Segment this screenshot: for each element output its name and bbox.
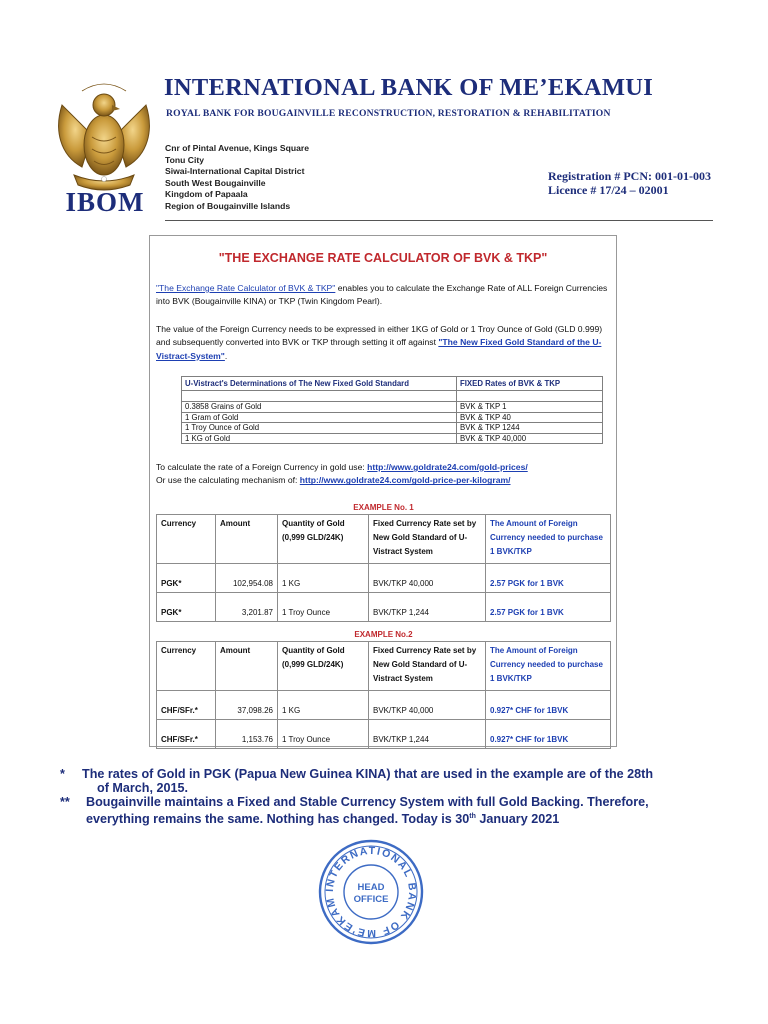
table-cell: PGK* (157, 564, 216, 593)
table-cell: CHF/SFr.* (157, 720, 216, 749)
footnote-1-marker: * (60, 767, 65, 781)
table-row (157, 691, 611, 720)
table-cell: BVK/TKP 40,000 (369, 691, 486, 720)
footnote-2-date: January 2021 (475, 812, 560, 827)
table-header-row (182, 377, 603, 391)
footnote-2-line-1: Bougainville maintains a Fixed and Stable Currency System with full Gold Backing. Therefore, (86, 795, 649, 809)
value-text: The value of the Foreign Currency needs to be expressed in either 1KG of Gold or 1 Troy Ounce of Gold (GLD 0.999) and subsequently converted into BVK or TKP through setting it off against (156, 324, 603, 348)
table-header-row (157, 642, 611, 691)
table-cell: 1 Troy Ounce of Gold (182, 423, 457, 434)
table-cell: 2.57 PGK for 1 BVK (486, 593, 611, 622)
footnote-2-superscript: th (469, 813, 476, 820)
table-row (157, 720, 611, 749)
calc-text-1: To calculate the rate of a Foreign Currency in gold use: (156, 462, 368, 472)
table-header-cell: Quantity of Gold (0,999 GLD/24K) (278, 642, 369, 691)
header-divider (165, 220, 713, 221)
goldrate-kilogram-link[interactable]: http://www.goldrate24.com/gold-price-per-kilogram/ (299, 475, 511, 486)
seal-icon (317, 838, 425, 946)
footnote-1-line-1: The rates of Gold in PGK (Papua New Guinea KINA) that are used in the example are of the 28th (82, 767, 654, 781)
calc-text-2: Or use the calculating mechanism of: (156, 475, 300, 486)
table-header-cell: Quantity of Gold (0,999 GLD/24K) (278, 515, 369, 564)
table-cell: BVK/TKP 1,244 (369, 720, 486, 749)
table-cell: BVK/TKP 1,244 (369, 593, 486, 622)
bank-name: INTERNATIONAL BANK OF ME’EKAMUI (164, 74, 654, 101)
table-row (182, 423, 603, 434)
table-row (182, 412, 603, 423)
bank-logo (52, 75, 156, 217)
table-header-cell: Currency (157, 642, 216, 691)
calc-instructions (156, 461, 611, 488)
address-line: Region of Bougainville Islands (165, 200, 291, 211)
table-cell: 1 Troy Ounce (278, 593, 369, 622)
address-line: Siwai-International Capital District (165, 166, 305, 177)
table-header-cell: Amount (216, 515, 278, 564)
table-header-cell: FIXED Rates of BVK & TKP (457, 377, 603, 391)
table-cell: PGK* (157, 593, 216, 622)
table-cell: 1 KG (278, 691, 369, 720)
example-title: EXAMPLE No.2 (157, 629, 611, 642)
gold-standard-link[interactable]: "The New Fixed Gold Standard of the U-Vistract-System" (156, 337, 602, 361)
address-line: Cnr of Pintal Avenue, Kings Square (165, 143, 310, 153)
table-cell: 2.57 PGK for 1 BVK (486, 564, 611, 593)
table-cell: 1 KG (278, 564, 369, 593)
table-header-row (157, 515, 611, 564)
table-row (182, 391, 603, 402)
value-end: . (224, 350, 228, 361)
address-line: Tonu City (165, 154, 204, 165)
table-cell: CHF/SFr.* (157, 691, 216, 720)
table-cell: 1 Gram of Gold (182, 412, 457, 423)
registration-block (548, 169, 711, 197)
address-line: South West Bougainville (165, 177, 266, 188)
intro-paragraph (156, 282, 611, 309)
table-header-cell: Fixed Currency Rate set by New Gold Standard of U-Vistract System (369, 642, 486, 691)
table-row (182, 402, 603, 413)
licence-number: Licence # 17/24 – 02001 (548, 183, 669, 197)
example-title: EXAMPLE No. 1 (157, 502, 611, 515)
table-row (182, 433, 603, 444)
stamp-center-line-2: OFFICE (353, 894, 389, 905)
table-cell: BVK & TKP 40 (457, 412, 603, 423)
table-cell: 1 KG of Gold (182, 433, 457, 444)
table-header-cell: The Amount of Foreign Currency needed to purchase 1 BVK/TKP (486, 642, 611, 691)
exchange-calculator-panel (149, 235, 617, 747)
calculator-title: "THE EXCHANGE RATE CALCULATOR OF BVK & TKP" (218, 251, 548, 265)
table-header-cell: Amount (216, 642, 278, 691)
example-1-table (156, 501, 611, 622)
table-cell: BVK & TKP 1 (457, 402, 603, 413)
table-cell: BVK/TKP 40,000 (369, 564, 486, 593)
address-block (165, 143, 309, 213)
example-2-table (156, 628, 611, 749)
gold-standard-table (181, 376, 603, 444)
table-cell: BVK & TKP 1244 (457, 423, 603, 434)
table-cell: 0.927* CHF for 1BVK (486, 691, 611, 720)
footnote-2-text: everything remains the same. Nothing has changed. Today is 30 (86, 812, 470, 827)
table-header-cell: Currency (157, 515, 216, 564)
table-row (157, 593, 611, 622)
address-line: Kingdom of Papaala (165, 189, 248, 200)
goldrate-prices-link[interactable]: http://www.goldrate24.com/gold-prices/ (367, 462, 528, 472)
table-row (157, 564, 611, 593)
table-cell: 0.927* CHF for 1BVK (486, 720, 611, 749)
table-header-cell: The Amount of Foreign Currency needed to purchase 1 BVK/TKP (486, 515, 611, 564)
calculator-name-link[interactable]: "The Exchange Rate Calculator of BVK & TKP" (156, 283, 336, 293)
intro-text: enables you to calculate the Exchange Rate of ALL Foreign Currencies into BVK (Bougainville KINA) or TKP (Twin Kingdom Pearl). (156, 283, 608, 307)
stamp-center-line-1: HEAD (357, 882, 385, 893)
table-cell: 3,201.87 (216, 593, 278, 622)
footnote-2-line-2 (86, 809, 559, 827)
table-header-cell: U-Vistract's Determinations of The New Fixed Gold Standard (182, 377, 457, 391)
value-paragraph (156, 323, 611, 363)
head-office-stamp (317, 838, 425, 946)
table-cell: BVK & TKP 40,000 (457, 433, 603, 444)
footnote-2-marker: ** (60, 795, 70, 809)
bank-subtitle: ROYAL BANK FOR BOUGAINVILLE RECONSTRUCTION, RESTORATION & REHABILITATION (166, 108, 611, 119)
stamp-ring-text: INTERNATIONAL BANK OF ME'EKAM (323, 844, 419, 940)
logo-text: IBOM (65, 187, 145, 217)
table-cell: 37,098.26 (216, 691, 278, 720)
table-cell: 102,954.08 (216, 564, 278, 593)
footnote-1-line-2: of March, 2015. (97, 781, 188, 795)
table-cell: 0.3858 Grains of Gold (182, 402, 457, 413)
table-header-cell: Fixed Currency Rate set by New Gold Standard of U-Vistract System (369, 515, 486, 564)
registration-number: Registration # PCN: 001-01-003 (548, 169, 711, 183)
table-cell: 1 Troy Ounce (278, 720, 369, 749)
table-cell: 1,153.76 (216, 720, 278, 749)
